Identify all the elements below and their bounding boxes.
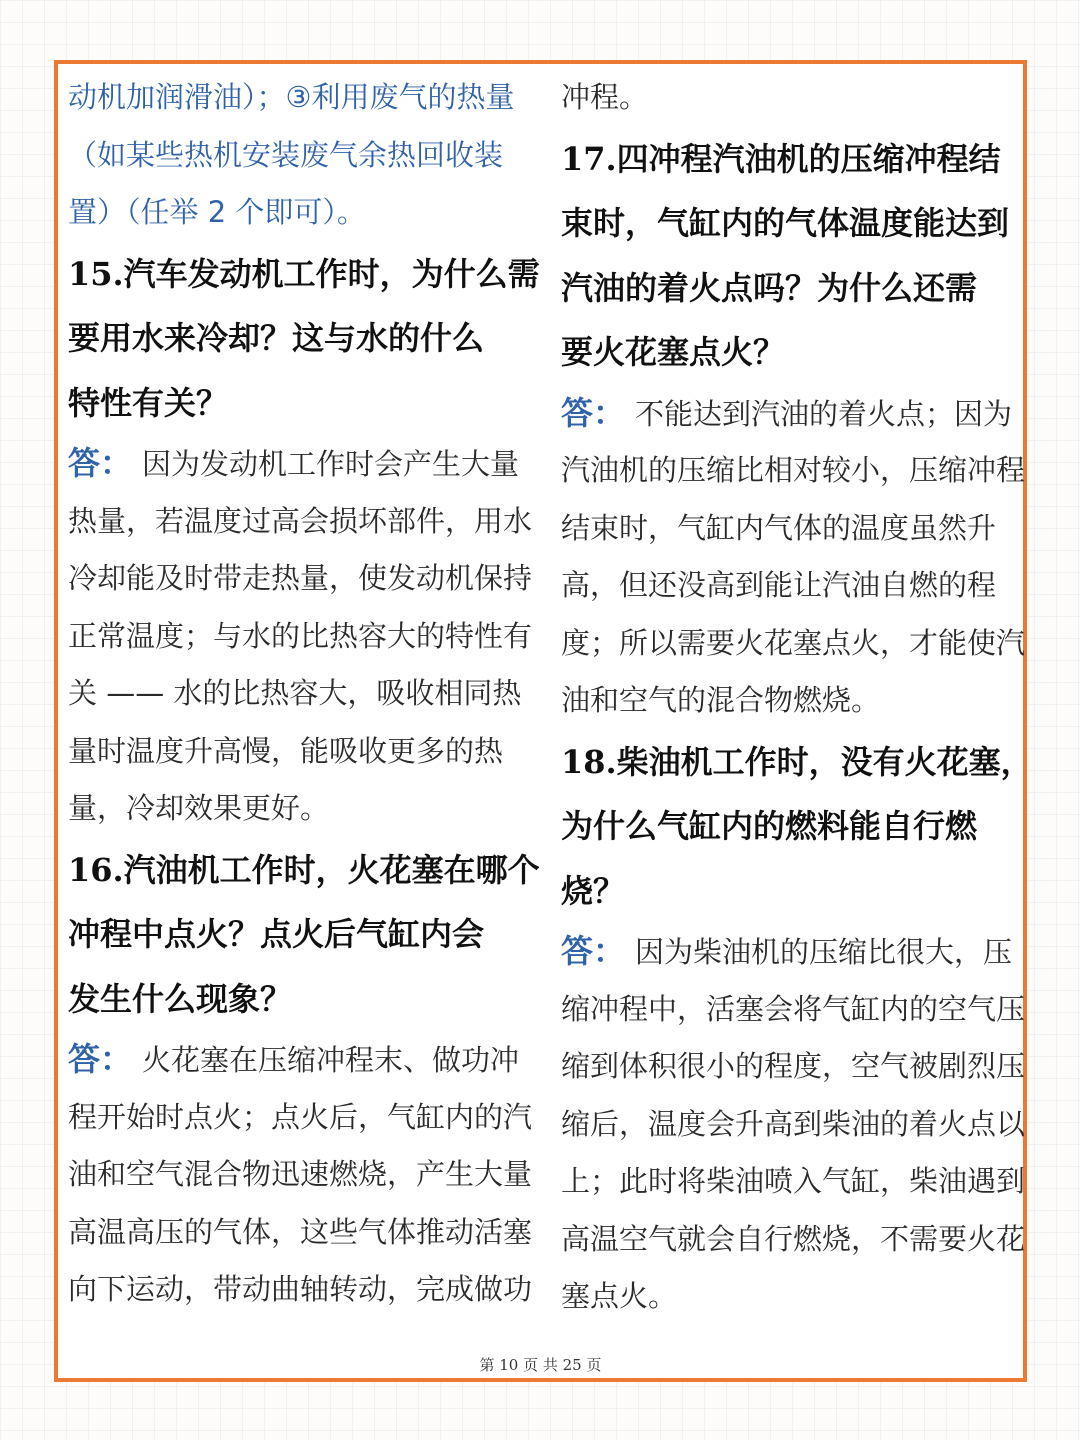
answer-17 (561, 385, 1023, 443)
question-number: 17. (561, 139, 617, 178)
intro-line: 置）（任举 2 个即可）。 (68, 195, 366, 229)
answer-label: 答： (561, 393, 626, 432)
question-number: 18. (561, 742, 617, 781)
answer-text: 缩冲程中，活塞会将气缸内的空气压 (561, 991, 1026, 1026)
answer-text: 高温空气就会自行燃烧，不需要火花 (561, 1221, 1026, 1256)
answer-text: 度；所以需要火花塞点火，才能使汽 (561, 625, 1026, 660)
answer-16 (68, 1031, 528, 1089)
intro-line: （如某些热机安装废气余热回收装 (68, 137, 504, 172)
question-text: 烧？ (561, 871, 626, 910)
page-frame (54, 60, 1033, 1382)
answer-text: 热量，若温度过高会损坏部件，用水 (68, 503, 533, 538)
question-text: 汽油的着火点吗？为什么还需 (561, 268, 978, 307)
question-16 (68, 838, 540, 903)
question-text: 为什么气缸内的燃料能自行燃 (561, 807, 978, 845)
answer-text: 正常温度；与水的比热容大的特性有 (68, 618, 533, 653)
answer-text: 油和空气的混合物燃烧。 (561, 683, 881, 717)
answer-text: 关 —— 水的比热容大，吸收相同热 (68, 676, 522, 710)
answer-text: 缩后，温度会升高到柴油的着火点以 (561, 1106, 1026, 1141)
answer-text: 结束时，气缸内气体的温度虽然升 (561, 510, 997, 545)
question-text: 汽油机工作时，火花塞在哪个 (123, 850, 540, 889)
answer-text: 因为柴油机的压缩比很大，压 (635, 935, 1013, 969)
carry-over-text: 冲程。 (561, 80, 649, 114)
question-15 (68, 242, 540, 307)
answer-text: 高，但还没高到能让汽油自燃的程 (561, 568, 997, 602)
answer-label: 答： (68, 444, 133, 482)
intro-line: 动机加润滑油）；③利用废气的热量 (68, 80, 515, 114)
question-number: 15. (68, 254, 124, 293)
answer-text: 冷却能及时带走热量，使发动机保持 (68, 561, 533, 595)
question-text: 特性有关？ (68, 383, 229, 422)
answer-text: 火花塞在压缩冲程末、做功冲 (142, 1043, 520, 1077)
left-column (68, 69, 540, 1319)
question-text: 发生什么现象？ (68, 979, 293, 1018)
answer-text: 汽油机的压缩比相对较小，压缩冲程 (561, 453, 1026, 487)
answer-text: 上；此时将柴油喷入气缸，柴油遇到 (561, 1164, 1026, 1198)
page-footer: 第 10 页 共 25 页 (479, 1356, 602, 1374)
question-text: 要用水来冷却？这与水的什么 (68, 319, 485, 357)
answer-text: 油和空气混合物迅速燃烧，产生大量 (68, 1157, 533, 1191)
answer-label: 答： (68, 1040, 133, 1078)
question-text: 柴油机工作时，没有火花塞， (616, 742, 1033, 781)
answer-text: 程开始时点火；点火后，气缸内的汽 (68, 1099, 533, 1134)
answer-text: 塞点火。 (561, 1279, 678, 1313)
question-17 (561, 127, 1023, 192)
answer-text: 缩到体积很小的程度，空气被剧烈压 (561, 1049, 1026, 1083)
question-text: 汽车发动机工作时，为什么需 (123, 254, 540, 293)
question-number: 16. (68, 850, 124, 889)
answer-text: 量时温度升高慢，能吸收更多的热 (68, 733, 504, 768)
answer-text: 高温高压的气体，这些气体推动活塞 (68, 1214, 533, 1249)
answer-text: 因为发动机工作时会产生大量 (142, 447, 520, 481)
question-text: 束时，气缸内的气体温度能达到 (561, 204, 1010, 242)
right-column (561, 69, 1033, 1326)
answer-text: 量，冷却效果更好。 (68, 791, 330, 825)
question-18 (561, 730, 1033, 795)
answer-15 (68, 435, 528, 493)
answer-label: 答： (561, 932, 626, 970)
answer-text: 向下运动，带动曲轴转动，完成做功 (68, 1272, 533, 1306)
answer-18 (561, 923, 1023, 981)
question-text: 冲程中点火？点火后气缸内会 (68, 915, 485, 953)
question-text: 要火花塞点火？ (561, 333, 786, 371)
answer-text: 不能达到汽油的着火点；因为 (635, 396, 1013, 431)
question-text: 四冲程汽油机的压缩冲程结 (616, 139, 1001, 178)
